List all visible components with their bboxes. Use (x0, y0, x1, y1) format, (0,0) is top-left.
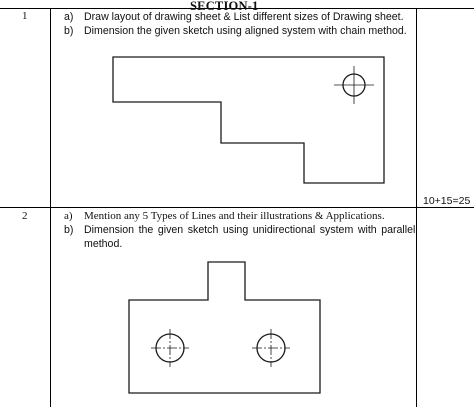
sketch-2-outline (129, 262, 320, 393)
q1-b-text: Dimension the given sketch using aligned system with chain method. (84, 25, 407, 37)
q1-a-label: a) (64, 11, 74, 23)
q1-b-label: b) (64, 25, 74, 37)
q2-a-label: a) (64, 210, 73, 222)
question-number-1: 1 (22, 10, 28, 22)
section-title: SECTION-1 (190, 0, 259, 13)
q2-a-text: Mention any 5 Types of Lines and their illustrations & Applications. (84, 210, 385, 222)
question-number-2: 2 (22, 210, 28, 222)
q1-a-text: Draw layout of drawing sheet & List different sizes of Drawing sheet. (84, 11, 404, 23)
marks-label: 10+15=25 (423, 195, 471, 207)
q2-b-label: b) (64, 224, 74, 236)
q2-b-text-line2: method. (84, 238, 123, 250)
q2-b-text-line1: Dimension the given sketch using unidirectional system with parallel (84, 224, 416, 236)
